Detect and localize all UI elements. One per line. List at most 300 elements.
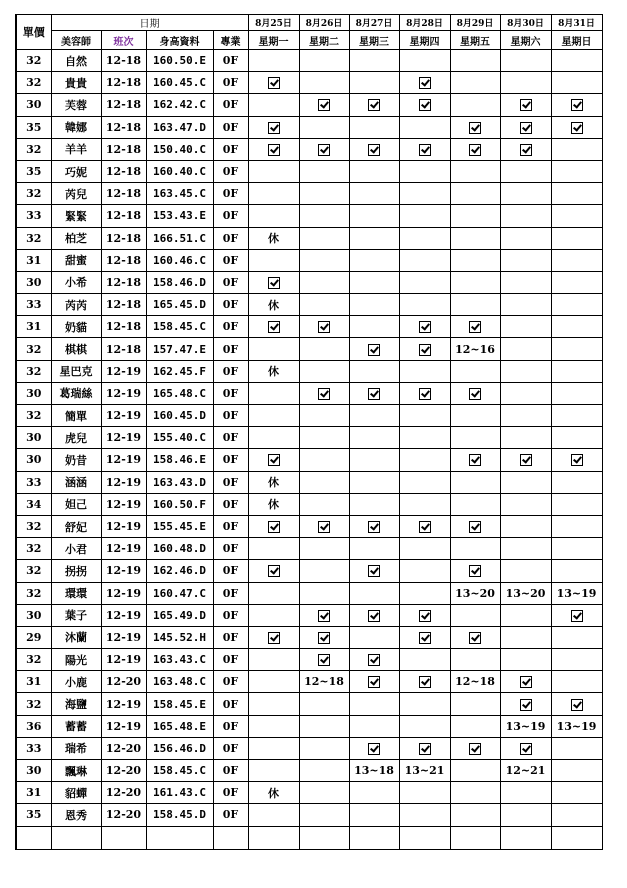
cell-name: 沐蘭 bbox=[51, 626, 101, 648]
cell-day bbox=[551, 382, 602, 404]
cell-day bbox=[299, 405, 349, 427]
cell-price: 32 bbox=[16, 227, 51, 249]
header-pro: 專業 bbox=[213, 31, 248, 50]
cell-day bbox=[299, 294, 349, 316]
table-row bbox=[16, 338, 602, 360]
cell-height: 162.46.D bbox=[146, 560, 213, 582]
cell-day: 休 bbox=[248, 471, 299, 493]
cell-day bbox=[500, 160, 551, 182]
cell-day bbox=[500, 72, 551, 94]
cell-pro: 0F bbox=[213, 760, 248, 782]
cell-name: 葛瑞絲 bbox=[51, 382, 101, 404]
cell-day bbox=[349, 294, 399, 316]
cell-class: 12-19 bbox=[101, 360, 146, 382]
cell-pro: 0F bbox=[213, 316, 248, 338]
cell-day bbox=[551, 471, 602, 493]
cell-class: 12-20 bbox=[101, 671, 146, 693]
cell-price: 31 bbox=[16, 316, 51, 338]
cell-day bbox=[399, 626, 450, 648]
cell-day bbox=[450, 72, 500, 94]
blank-cell bbox=[51, 826, 101, 849]
cell-day: 13~21 bbox=[399, 760, 450, 782]
cell-day bbox=[551, 183, 602, 205]
cell-day bbox=[349, 804, 399, 826]
cell-day bbox=[349, 316, 399, 338]
cell-day bbox=[399, 294, 450, 316]
cell-day bbox=[450, 405, 500, 427]
cell-pro: 0F bbox=[213, 405, 248, 427]
table-row bbox=[16, 604, 602, 626]
checkbox-checked-icon bbox=[318, 610, 330, 622]
checkbox-checked-icon bbox=[368, 521, 380, 533]
header-price: 單價 bbox=[16, 15, 51, 50]
checkbox-checked-icon bbox=[469, 122, 481, 134]
cell-height: 160.45.D bbox=[146, 405, 213, 427]
header-date-2: 8月27日 bbox=[349, 15, 399, 31]
cell-day bbox=[248, 94, 299, 116]
cell-name: 虎兒 bbox=[51, 427, 101, 449]
cell-day bbox=[248, 715, 299, 737]
cell-pro: 0F bbox=[213, 493, 248, 515]
cell-class: 12-19 bbox=[101, 471, 146, 493]
cell-day bbox=[450, 515, 500, 537]
cell-price: 32 bbox=[16, 538, 51, 560]
checkbox-checked-icon bbox=[268, 454, 280, 466]
cell-day bbox=[500, 649, 551, 671]
cell-day bbox=[299, 626, 349, 648]
checkbox-checked-icon bbox=[419, 77, 431, 89]
checkbox-checked-icon bbox=[419, 99, 431, 111]
cell-pro: 0F bbox=[213, 249, 248, 271]
cell-class: 12-19 bbox=[101, 560, 146, 582]
cell-day bbox=[299, 116, 349, 138]
cell-day bbox=[299, 471, 349, 493]
cell-pro: 0F bbox=[213, 804, 248, 826]
cell-day bbox=[299, 427, 349, 449]
cell-height: 160.50.F bbox=[146, 493, 213, 515]
cell-height: 158.45.E bbox=[146, 693, 213, 715]
cell-price: 32 bbox=[16, 693, 51, 715]
header-week-5: 星期六 bbox=[500, 31, 551, 50]
cell-height: 160.48.D bbox=[146, 538, 213, 560]
cell-day: 13~20 bbox=[500, 582, 551, 604]
cell-day bbox=[500, 50, 551, 72]
cell-day bbox=[299, 338, 349, 360]
checkbox-checked-icon bbox=[368, 654, 380, 666]
cell-height: 161.43.C bbox=[146, 782, 213, 804]
cell-day bbox=[450, 205, 500, 227]
cell-day bbox=[450, 560, 500, 582]
cell-name: 環環 bbox=[51, 582, 101, 604]
table-row bbox=[16, 515, 602, 537]
cell-day bbox=[450, 693, 500, 715]
checkbox-checked-icon bbox=[469, 388, 481, 400]
cell-class: 12-19 bbox=[101, 449, 146, 471]
cell-pro: 0F bbox=[213, 338, 248, 360]
cell-day bbox=[450, 493, 500, 515]
checkbox-checked-icon bbox=[318, 99, 330, 111]
cell-class: 12-19 bbox=[101, 515, 146, 537]
cell-class: 12-19 bbox=[101, 405, 146, 427]
cell-day bbox=[450, 804, 500, 826]
cell-pro: 0F bbox=[213, 116, 248, 138]
cell-day bbox=[450, 316, 500, 338]
cell-class: 12-20 bbox=[101, 782, 146, 804]
cell-height: 165.45.D bbox=[146, 294, 213, 316]
cell-height: 165.48.C bbox=[146, 382, 213, 404]
cell-class: 12-18 bbox=[101, 205, 146, 227]
cell-day bbox=[551, 538, 602, 560]
cell-day bbox=[349, 671, 399, 693]
blank-cell bbox=[349, 826, 399, 849]
cell-day bbox=[399, 449, 450, 471]
cell-day bbox=[500, 560, 551, 582]
checkbox-checked-icon bbox=[469, 144, 481, 156]
cell-day bbox=[299, 515, 349, 537]
cell-name: 飄琳 bbox=[51, 760, 101, 782]
cell-day bbox=[500, 693, 551, 715]
cell-class: 12-19 bbox=[101, 626, 146, 648]
table-row bbox=[16, 72, 602, 94]
cell-class: 12-19 bbox=[101, 582, 146, 604]
checkbox-checked-icon bbox=[318, 632, 330, 644]
cell-day bbox=[450, 94, 500, 116]
cell-name: 葉子 bbox=[51, 604, 101, 626]
cell-pro: 0F bbox=[213, 227, 248, 249]
cell-height: 166.51.C bbox=[146, 227, 213, 249]
cell-height: 160.46.C bbox=[146, 249, 213, 271]
cell-day bbox=[349, 560, 399, 582]
cell-day: 13~19 bbox=[551, 582, 602, 604]
cell-day bbox=[248, 604, 299, 626]
cell-day bbox=[349, 693, 399, 715]
cell-day bbox=[450, 50, 500, 72]
checkbox-checked-icon bbox=[419, 321, 431, 333]
table-row bbox=[16, 360, 602, 382]
schedule-table bbox=[15, 14, 603, 850]
cell-day bbox=[500, 671, 551, 693]
cell-day bbox=[248, 515, 299, 537]
cell-day bbox=[450, 160, 500, 182]
cell-name: 小君 bbox=[51, 538, 101, 560]
header-date-6: 8月31日 bbox=[551, 15, 602, 31]
cell-day bbox=[399, 94, 450, 116]
cell-day bbox=[349, 160, 399, 182]
cell-class: 12-18 bbox=[101, 94, 146, 116]
cell-price: 32 bbox=[16, 138, 51, 160]
checkbox-checked-icon bbox=[571, 99, 583, 111]
blank-cell bbox=[101, 826, 146, 849]
cell-day bbox=[349, 604, 399, 626]
cell-pro: 0F bbox=[213, 626, 248, 648]
cell-day bbox=[248, 405, 299, 427]
cell-day bbox=[399, 249, 450, 271]
cell-name: 芮兒 bbox=[51, 183, 101, 205]
cell-price: 32 bbox=[16, 338, 51, 360]
cell-pro: 0F bbox=[213, 205, 248, 227]
cell-name: 小鹿 bbox=[51, 671, 101, 693]
cell-day bbox=[299, 493, 349, 515]
cell-name: 涵涵 bbox=[51, 471, 101, 493]
checkbox-checked-icon bbox=[469, 565, 481, 577]
cell-day bbox=[349, 493, 399, 515]
cell-day bbox=[299, 782, 349, 804]
cell-day bbox=[349, 360, 399, 382]
cell-day bbox=[500, 737, 551, 759]
cell-height: 160.50.E bbox=[146, 50, 213, 72]
cell-day bbox=[299, 227, 349, 249]
blank-cell bbox=[146, 826, 213, 849]
cell-day bbox=[551, 626, 602, 648]
cell-day bbox=[551, 249, 602, 271]
cell-day bbox=[349, 94, 399, 116]
cell-price: 29 bbox=[16, 626, 51, 648]
checkbox-checked-icon bbox=[368, 388, 380, 400]
cell-day bbox=[248, 693, 299, 715]
cell-height: 156.46.D bbox=[146, 737, 213, 759]
checkbox-checked-icon bbox=[268, 565, 280, 577]
cell-day bbox=[500, 782, 551, 804]
cell-pro: 0F bbox=[213, 582, 248, 604]
checkbox-checked-icon bbox=[368, 743, 380, 755]
cell-height: 160.47.C bbox=[146, 582, 213, 604]
cell-name: 緊緊 bbox=[51, 205, 101, 227]
cell-height: 153.43.E bbox=[146, 205, 213, 227]
checkbox-checked-icon bbox=[268, 521, 280, 533]
cell-day: 13~20 bbox=[450, 582, 500, 604]
cell-price: 32 bbox=[16, 183, 51, 205]
cell-day bbox=[399, 560, 450, 582]
table-row bbox=[16, 94, 602, 116]
cell-day bbox=[450, 227, 500, 249]
cell-class: 12-18 bbox=[101, 138, 146, 160]
checkbox-checked-icon bbox=[368, 99, 380, 111]
checkbox-checked-icon bbox=[268, 277, 280, 289]
cell-day bbox=[349, 138, 399, 160]
cell-price: 30 bbox=[16, 94, 51, 116]
cell-day bbox=[299, 760, 349, 782]
cell-day bbox=[299, 604, 349, 626]
cell-day bbox=[500, 316, 551, 338]
table-row bbox=[16, 582, 602, 604]
cell-day bbox=[349, 249, 399, 271]
cell-class: 12-19 bbox=[101, 604, 146, 626]
cell-day bbox=[551, 160, 602, 182]
header-date-5: 8月30日 bbox=[500, 15, 551, 31]
cell-name: 棋棋 bbox=[51, 338, 101, 360]
cell-name: 柏芝 bbox=[51, 227, 101, 249]
cell-name: 小希 bbox=[51, 271, 101, 293]
cell-day bbox=[551, 405, 602, 427]
cell-day bbox=[399, 427, 450, 449]
cell-day bbox=[551, 94, 602, 116]
cell-day bbox=[248, 316, 299, 338]
cell-day bbox=[248, 183, 299, 205]
cell-day bbox=[551, 804, 602, 826]
header-week-3: 星期四 bbox=[399, 31, 450, 50]
cell-day bbox=[551, 360, 602, 382]
cell-day: 12~16 bbox=[450, 338, 500, 360]
cell-price: 35 bbox=[16, 804, 51, 826]
checkbox-checked-icon bbox=[318, 654, 330, 666]
schedule-body bbox=[16, 50, 602, 850]
cell-name: 自然 bbox=[51, 50, 101, 72]
cell-day bbox=[500, 249, 551, 271]
cell-height: 165.48.E bbox=[146, 715, 213, 737]
cell-day bbox=[248, 50, 299, 72]
cell-price: 35 bbox=[16, 160, 51, 182]
cell-day bbox=[450, 294, 500, 316]
checkbox-checked-icon bbox=[368, 344, 380, 356]
cell-day bbox=[399, 360, 450, 382]
cell-day bbox=[450, 538, 500, 560]
checkbox-checked-icon bbox=[469, 454, 481, 466]
checkbox-checked-icon bbox=[571, 610, 583, 622]
cell-pro: 0F bbox=[213, 560, 248, 582]
cell-day bbox=[500, 294, 551, 316]
cell-price: 32 bbox=[16, 405, 51, 427]
cell-price: 30 bbox=[16, 427, 51, 449]
blank-cell bbox=[450, 826, 500, 849]
blank-cell bbox=[213, 826, 248, 849]
cell-price: 32 bbox=[16, 582, 51, 604]
cell-day bbox=[299, 693, 349, 715]
cell-day bbox=[500, 471, 551, 493]
cell-pro: 0F bbox=[213, 72, 248, 94]
cell-day bbox=[399, 515, 450, 537]
cell-day bbox=[551, 50, 602, 72]
checkbox-checked-icon bbox=[419, 388, 431, 400]
cell-day bbox=[450, 116, 500, 138]
cell-pro: 0F bbox=[213, 50, 248, 72]
table-row bbox=[16, 116, 602, 138]
cell-day bbox=[248, 737, 299, 759]
cell-price: 33 bbox=[16, 471, 51, 493]
cell-name: 海鹽 bbox=[51, 693, 101, 715]
cell-price: 34 bbox=[16, 493, 51, 515]
cell-name: 恩秀 bbox=[51, 804, 101, 826]
cell-day bbox=[450, 782, 500, 804]
header-row-dates bbox=[16, 15, 602, 31]
checkbox-checked-icon bbox=[419, 521, 431, 533]
cell-day bbox=[349, 382, 399, 404]
cell-class: 12-19 bbox=[101, 427, 146, 449]
header-date-3: 8月28日 bbox=[399, 15, 450, 31]
cell-day bbox=[399, 316, 450, 338]
cell-name: 貴貴 bbox=[51, 72, 101, 94]
cell-day bbox=[349, 626, 399, 648]
cell-day bbox=[551, 782, 602, 804]
cell-day bbox=[450, 760, 500, 782]
cell-day bbox=[450, 249, 500, 271]
cell-day bbox=[248, 538, 299, 560]
cell-name: 奶貓 bbox=[51, 316, 101, 338]
table-row bbox=[16, 760, 602, 782]
cell-day bbox=[399, 737, 450, 759]
cell-class: 12-18 bbox=[101, 294, 146, 316]
header-date-4: 8月29日 bbox=[450, 15, 500, 31]
header-week-4: 星期五 bbox=[450, 31, 500, 50]
cell-day bbox=[399, 227, 450, 249]
header-date-title: 日期 bbox=[51, 15, 248, 31]
cell-name: 羊羊 bbox=[51, 138, 101, 160]
cell-price: 32 bbox=[16, 515, 51, 537]
table-row bbox=[16, 227, 602, 249]
cell-day bbox=[450, 449, 500, 471]
cell-pro: 0F bbox=[213, 94, 248, 116]
cell-height: 165.49.D bbox=[146, 604, 213, 626]
header-week-0: 星期一 bbox=[248, 31, 299, 50]
cell-height: 158.45.C bbox=[146, 316, 213, 338]
cell-class: 12-19 bbox=[101, 649, 146, 671]
cell-height: 163.43.C bbox=[146, 649, 213, 671]
checkbox-checked-icon bbox=[571, 454, 583, 466]
cell-day bbox=[399, 649, 450, 671]
cell-day bbox=[500, 493, 551, 515]
cell-day bbox=[248, 671, 299, 693]
cell-day bbox=[248, 582, 299, 604]
table-row bbox=[16, 471, 602, 493]
cell-height: 158.46.D bbox=[146, 271, 213, 293]
checkbox-checked-icon bbox=[469, 743, 481, 755]
cell-pro: 0F bbox=[213, 138, 248, 160]
cell-day bbox=[551, 271, 602, 293]
cell-day bbox=[349, 449, 399, 471]
table-row bbox=[16, 493, 602, 515]
blank-cell bbox=[399, 826, 450, 849]
cell-day bbox=[399, 116, 450, 138]
cell-height: 155.40.C bbox=[146, 427, 213, 449]
cell-price: 36 bbox=[16, 715, 51, 737]
cell-day bbox=[551, 560, 602, 582]
cell-day bbox=[551, 737, 602, 759]
cell-pro: 0F bbox=[213, 649, 248, 671]
checkbox-checked-icon bbox=[268, 122, 280, 134]
cell-class: 12-19 bbox=[101, 382, 146, 404]
cell-day bbox=[500, 116, 551, 138]
cell-day bbox=[248, 160, 299, 182]
checkbox-checked-icon bbox=[318, 388, 330, 400]
cell-day bbox=[500, 427, 551, 449]
cell-day bbox=[349, 183, 399, 205]
cell-price: 32 bbox=[16, 560, 51, 582]
blank-cell bbox=[551, 826, 602, 849]
cell-day bbox=[450, 427, 500, 449]
cell-pro: 0F bbox=[213, 604, 248, 626]
cell-day bbox=[349, 582, 399, 604]
cell-pro: 0F bbox=[213, 538, 248, 560]
cell-price: 33 bbox=[16, 737, 51, 759]
cell-day bbox=[299, 804, 349, 826]
cell-day bbox=[349, 227, 399, 249]
cell-day bbox=[399, 671, 450, 693]
table-row bbox=[16, 449, 602, 471]
cell-class: 12-18 bbox=[101, 72, 146, 94]
cell-day bbox=[299, 382, 349, 404]
cell-day bbox=[299, 160, 349, 182]
cell-day bbox=[349, 271, 399, 293]
cell-day bbox=[500, 338, 551, 360]
cell-day bbox=[248, 427, 299, 449]
cell-class: 12-19 bbox=[101, 715, 146, 737]
cell-day bbox=[299, 560, 349, 582]
checkbox-checked-icon bbox=[419, 344, 431, 356]
cell-day bbox=[551, 493, 602, 515]
cell-pro: 0F bbox=[213, 294, 248, 316]
cell-day bbox=[299, 205, 349, 227]
cell-day bbox=[248, 72, 299, 94]
checkbox-checked-icon bbox=[368, 144, 380, 156]
